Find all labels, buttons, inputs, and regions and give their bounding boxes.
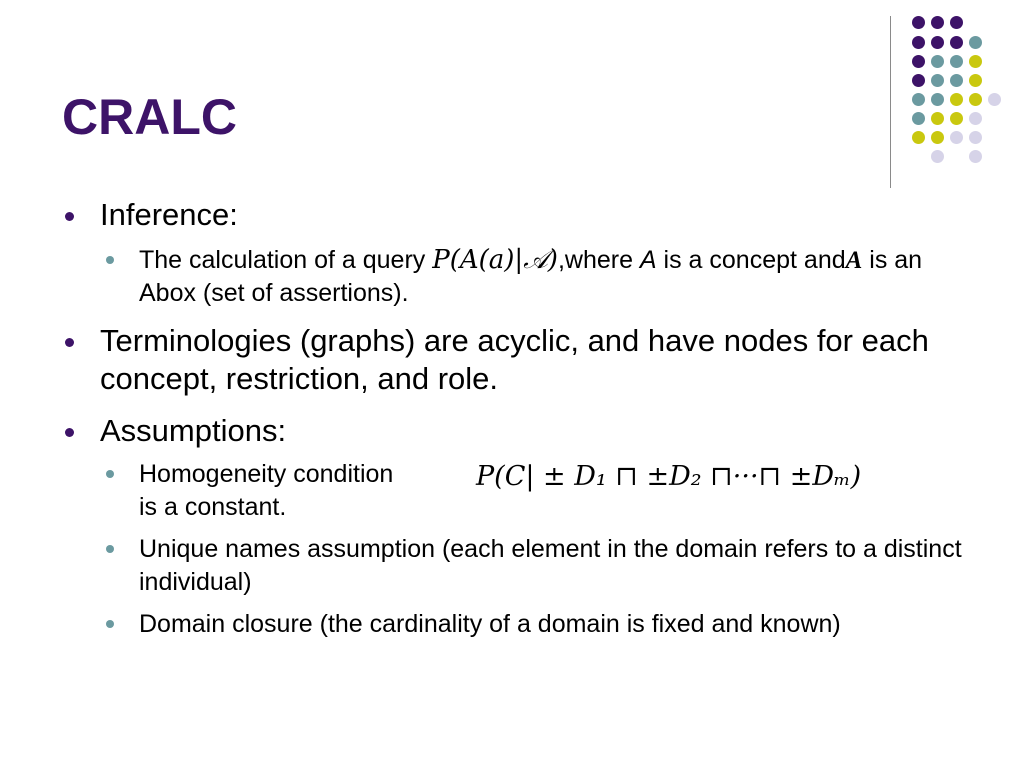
sub-bullet-query (139, 244, 969, 310)
query-text-pre: The calculation of a query (139, 246, 433, 274)
query-text-mid2: is a concept and (656, 246, 846, 274)
query-formula: P(A(a)|𝒜) (432, 245, 558, 275)
bullet-assumptions: Assumptions: (100, 412, 980, 450)
query-text-post: is an Abox (set of assertions). (139, 246, 923, 307)
homogeneity-formula: P(C| ± D₁ ⊓ ±D₂ ⊓···⊓ ±Dₘ) (476, 461, 862, 492)
concept-variable: A (639, 246, 657, 274)
homogeneity-text-post: is a constant. (139, 493, 287, 521)
bullet-terminologies: Terminologies (graphs) are acyclic, and have nodes for each concept, restriction, and role. (100, 322, 980, 398)
homogeneity-text: Homogeneity condition (139, 460, 394, 488)
sub-bullet-unique-names: Unique names assumption (each element in the domain refers to a distinct individual) (139, 533, 969, 599)
abox-variable: A (845, 247, 863, 274)
slide-title: CRALC (62, 89, 237, 145)
bullet-inference: Inference: (100, 196, 980, 234)
sub-bullet-domain-closure: Domain closure (the cardinality of a domain is fixed and known) (139, 608, 969, 641)
query-text-mid1: ,where (557, 246, 640, 274)
